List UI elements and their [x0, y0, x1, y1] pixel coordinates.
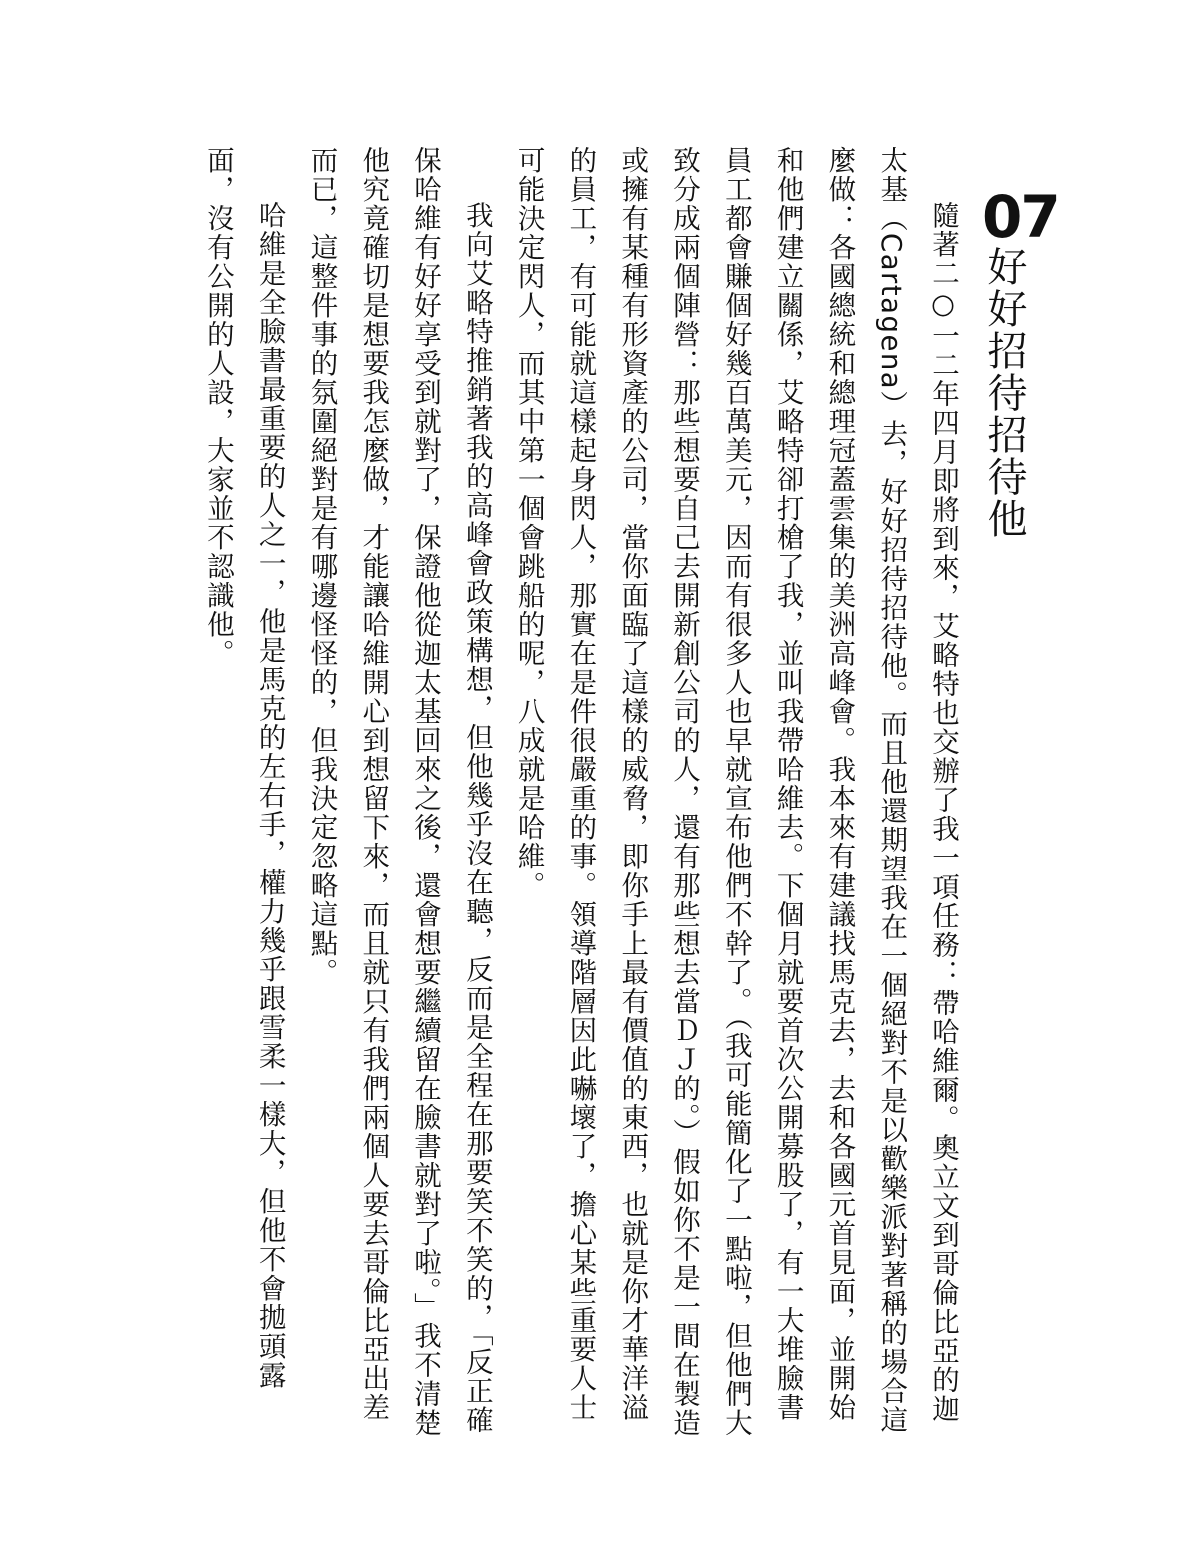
chapter-number: 07: [982, 183, 1059, 251]
chapter-title: 好好招待招待他: [981, 246, 1027, 540]
paragraph: 哈維是全臉書最重要的人之一，他是馬克的左右手，權力幾乎跟雪柔一樣大，但他不會拋頭露面，沒有公開的人設，大家並不認識他。: [201, 146, 286, 1390]
paragraph: 我向艾略特推銷著我的高峰會政策構想，但他幾乎沒在聽，反而是全程在那要笑不笑的，「反正確保哈維有好好享受到就對了，保證他從迦太基回來之後，還會想要繼續留在臉書就對了啦。」我不清楚他究竟確切是想要我怎麼做，才能讓哈維開心到想留下來，而且就只有我們兩個人要去哥倫比亞出差而已，這整件事的氛圍絕對是有哪邊怪怪的，但我決定忽略這點。: [305, 146, 493, 1438]
paragraph: 隨著二○一二年四月即將到來，艾略特也交辦了我一項任務：帶哈維爾。奧立文到哥倫比亞的迦太基（Cartagena）去，好好招待招待他。而且他還期望我在一個絕對不是以歡樂派對著稱的場合這麼做：各國總統和總理冠蓋雲集的美洲高峰會。我本來有建議找馬克去，去和各國元首見面，並開始和他們建立關係，艾略特卻打槍了我，並叫我帶哈維去。下個月就要首次公開募股了，有一大堆臉書員工都會賺個好幾百萬美元，因而有很多人也早就宣布他們不幹了。（我可能簡化了一點啦，但他們大致分成兩個陣營：那些想要自己去開新創公司的人，還有那些想去當ＤＪ的。）假如你不是一間在製造或擁有某種有形資產的公司，當你面臨了這樣的威脅，即你手上最有價值的東西，也就是你才華洋溢的員工，有可能就這樣起身閃人，那實在是件很嚴重的事。領導階層因此嚇壞了，擔心某些重要人士可能決定閃人，而其中第一個會跳船的呢，八成就是哈維。: [512, 146, 959, 1438]
body-text: [191, 146, 968, 1446]
